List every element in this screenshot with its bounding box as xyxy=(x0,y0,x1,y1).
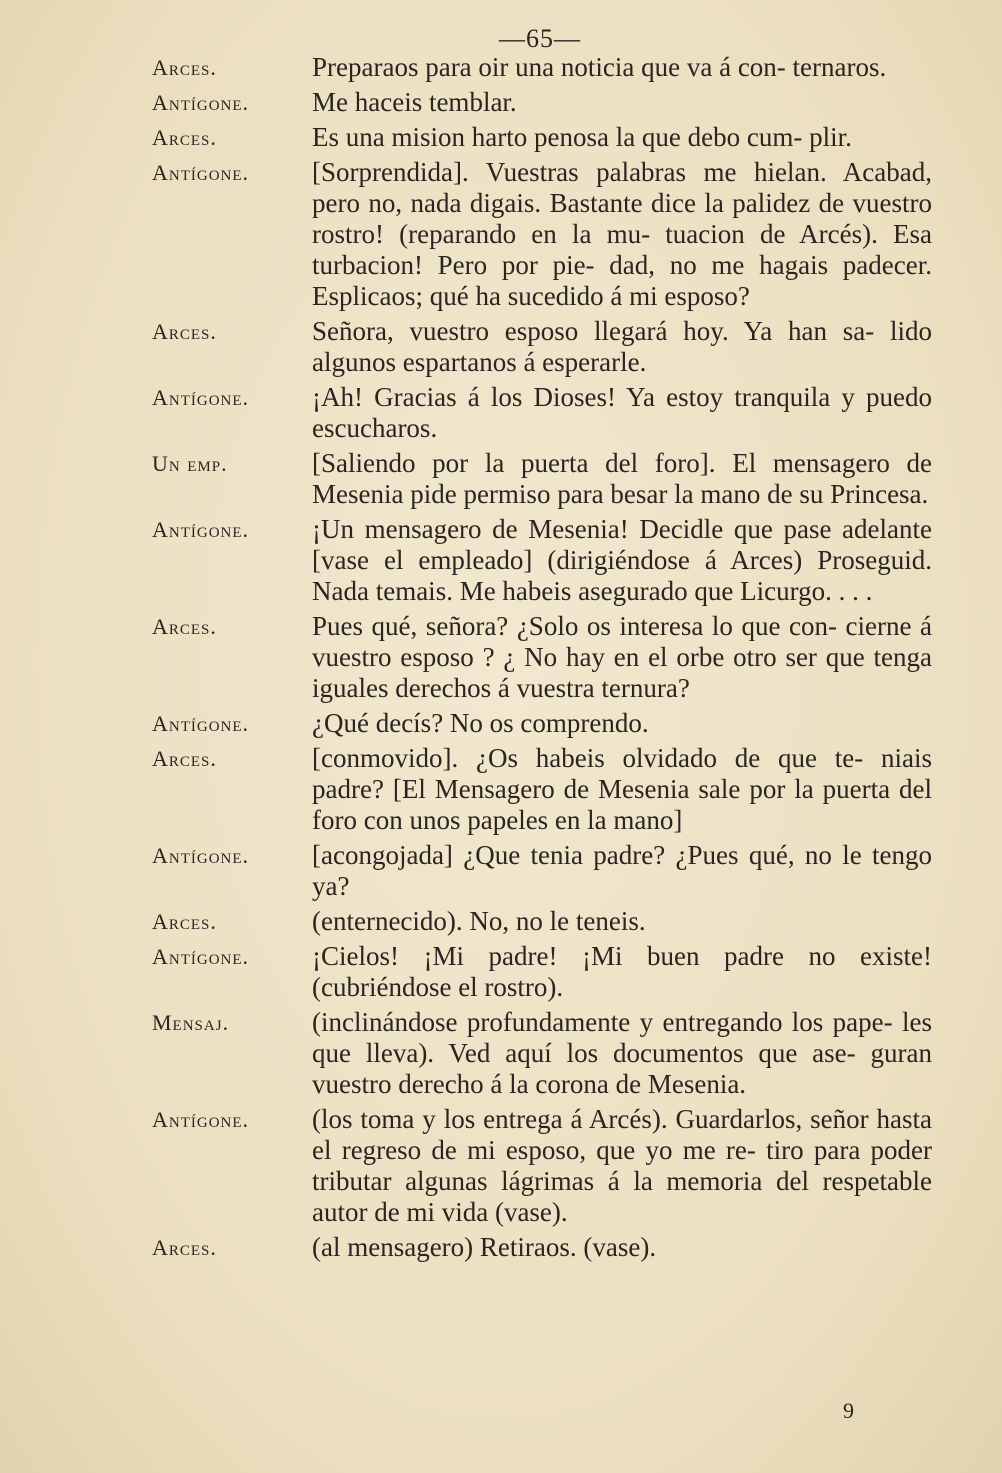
speaker-name: Arces. xyxy=(152,614,217,639)
dialogue-line xyxy=(152,906,932,937)
dialogue-line xyxy=(152,1007,932,1100)
speaker-name: Arces. xyxy=(152,125,217,150)
speech-text: ¡Un mensagero de Mesenia! Decidle que pase adelante [vase el empleado] (dirigiéndose á Arces) Proseguid. Nada temais. Me habeis asegurado que Licurgo. . . . xyxy=(312,514,932,606)
dialogue-line xyxy=(152,382,932,444)
speech-text: Preparaos para oir una noticia que va á con- ternaros. xyxy=(312,52,887,82)
speaker-name: Arces. xyxy=(152,319,217,344)
speech-text: ¡Cielos! ¡Mi padre! ¡Mi buen padre no existe! (cubriéndose el rostro). xyxy=(312,941,932,1002)
speaker-name: Arces. xyxy=(152,909,217,934)
speech-text: Es una mision harto penosa la que debo cum- plir. xyxy=(312,122,852,152)
speaker-name: Antígone. xyxy=(152,517,250,542)
dialogue-line xyxy=(152,1104,932,1228)
signature-mark: 9 xyxy=(843,1398,854,1423)
dialogue-line xyxy=(152,743,932,836)
dialogue-line xyxy=(152,122,932,153)
speaker-name: Antígone. xyxy=(152,711,250,736)
speech-text: (al mensagero) Retiraos. (vase). xyxy=(312,1232,657,1262)
dialogue-line xyxy=(152,316,932,378)
speech-text: [conmovido]. ¿Os habeis olvidado de que te- niais padre? [El Mensagero de Mesenia sale por la puerta del foro con unos papeles en la mano] xyxy=(312,743,932,835)
dialogue-line xyxy=(152,708,932,739)
dialogue-line xyxy=(152,941,932,1003)
dialogue-line xyxy=(152,840,932,902)
speaker-name: Antígone. xyxy=(152,944,250,969)
speech-text: (enternecido). No, no le teneis. xyxy=(312,906,646,936)
speaker-name: Arces. xyxy=(152,746,217,771)
speech-text: Pues qué, señora? ¿Solo os interesa lo que con- cierne á vuestro esposo ? ¿ No hay en el orbe otro ser que tenga iguales derechos á vuestra ternura? xyxy=(312,611,932,703)
speech-text: (los toma y los entrega á Arcés). Guardarlos, señor hasta el regreso de mi esposo, que yo me re- tiro para poder tributar algunas lágrimas á la memoria del respetable autor de mi vida (vase). xyxy=(312,1104,932,1227)
dialogue-line xyxy=(152,52,932,83)
speaker-name: Antígone. xyxy=(152,1107,250,1132)
speech-text: [Sorprendida]. Vuestras palabras me hielan. Acabad, pero no, nada digais. Bastante dice la palidez de vuestro rostro! (reparando en la mu- tuacion de Arcés). Esa turbacion! Pero por pie- dad, no me hagais padecer. Esplicaos; qué ha sucedido á mi esposo? xyxy=(312,157,932,311)
speaker-name: Antígone. xyxy=(152,90,250,115)
speaker-name: Arces. xyxy=(152,55,217,80)
dialogue-line xyxy=(152,448,932,510)
speaker-name: Un emp. xyxy=(152,451,228,476)
dialogue-line xyxy=(152,1232,932,1263)
speaker-name: Antígone. xyxy=(152,385,250,410)
speech-text: ¿Qué decís? No os comprendo. xyxy=(312,708,649,738)
speech-text: [acongojada] ¿Que tenia padre? ¿Pues qué, no le tengo ya? xyxy=(312,840,932,901)
dialogue-line xyxy=(152,611,932,704)
speech-text: Señora, vuestro esposo llegará hoy. Ya han sa- lido algunos espartanos á esperarle. xyxy=(312,316,932,377)
dialogue-block xyxy=(152,52,932,1267)
speaker-name: Arces. xyxy=(152,1235,217,1260)
speaker-name: Antígone. xyxy=(152,843,250,868)
speech-text: ¡Ah! Gracias á los Dioses! Ya estoy tranquila y puedo escucharos. xyxy=(312,382,932,443)
speech-text: (inclinándose profundamente y entregando los pape- les que lleva). Ved aquí los documentos que ase- guran vuestro derecho á la corona de Mesenia. xyxy=(312,1007,932,1099)
dialogue-line xyxy=(152,514,932,607)
dialogue-line xyxy=(152,87,932,118)
speech-text: [Saliendo por la puerta del foro]. El mensagero de Mesenia pide permiso para besar la mano de su Princesa. xyxy=(312,448,932,509)
speaker-name: Mensaj. xyxy=(152,1010,230,1035)
speaker-name: Antígone. xyxy=(152,160,250,185)
page-number: —65— xyxy=(499,24,581,53)
speech-text: Me haceis temblar. xyxy=(312,87,517,117)
dialogue-line xyxy=(152,157,932,312)
